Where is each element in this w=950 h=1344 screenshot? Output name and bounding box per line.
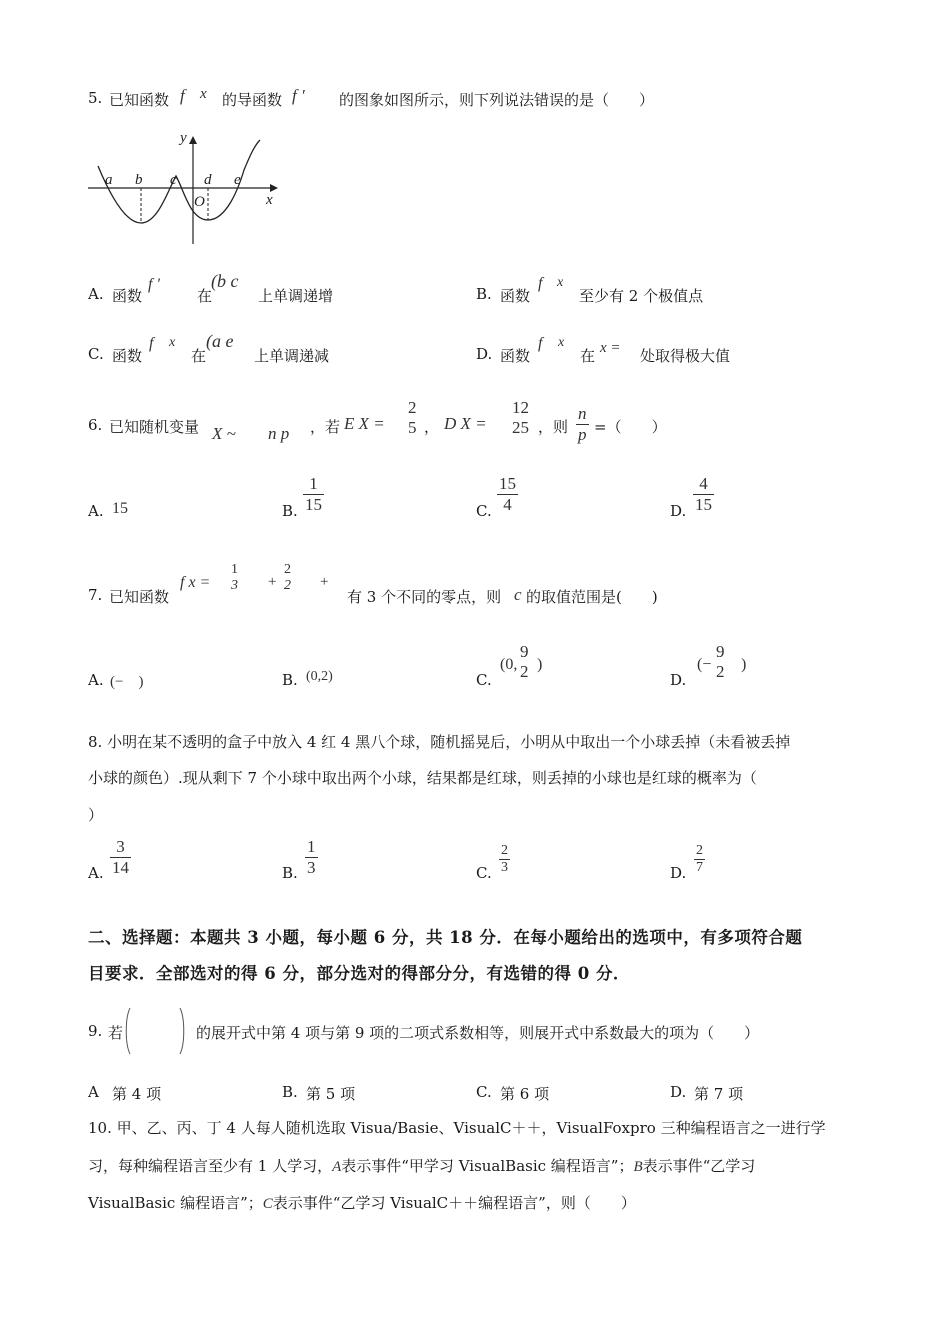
q7-option-a-letter: A. <box>88 671 104 689</box>
q6-option-c-num: 15 <box>499 474 516 493</box>
q6-params: n p <box>268 424 290 443</box>
q5-number: 5. <box>88 89 103 107</box>
q9-option-a-text: 第 4 项 <box>112 1085 162 1103</box>
q5-option-d-text3: 处取得极大值 <box>640 347 731 365</box>
q6-ratio-num: n <box>578 404 587 423</box>
q8-option-a-frac <box>110 837 131 878</box>
q8-line2: 小球的颜色）.现从剩下 7 个小球中取出两个小球，结果都是红球，则丢掉的小球也是红球的概率为（ <box>88 769 757 787</box>
q5-option-a-text1: 函数 <box>112 287 143 305</box>
q6-option-d-frac <box>693 474 714 515</box>
q7-frac2-num: 2 <box>284 562 291 577</box>
section2-line1: 二、选择题：本题共 3 小题，每小题 6 分，共 18 分．在每小题给出的选项中，有多项符合题 <box>88 928 803 947</box>
q5-option-a-text2: 在 <box>197 287 213 305</box>
q10-event-b: B <box>633 1159 643 1175</box>
q7-option-c-num: 9 <box>520 642 529 661</box>
q10-line2-pre: 习，每种编程语言至少有 1 人学习， <box>88 1157 333 1175</box>
q9-option-c-text: 第 6 项 <box>500 1085 550 1103</box>
q5-option-b-text1: 函数 <box>500 287 531 305</box>
q7-option-d-pre: (− <box>697 656 712 673</box>
q6-sep: ， <box>424 418 440 436</box>
label-e: e <box>234 172 241 188</box>
q6-option-b-num: 1 <box>309 474 318 493</box>
q5-option-c-f: f <box>149 335 154 352</box>
q7-option-c-pre: (0, <box>500 656 518 673</box>
section2-line2: 目要求．全部选对的得 6 分，部分选对的得部分分，有选错的得 0 分． <box>88 964 630 983</box>
label-d: d <box>204 172 212 188</box>
q5-option-b-text2: 至少有 2 个极值点 <box>579 287 704 305</box>
q7-stem-before: 已知函数 <box>109 588 170 606</box>
q8-line1: 8. 小明在某不透明的盒子中放入 4 红 4 黑八个球，随机摇晃后，小明从中取出一个小球丢掉（未看被丢掉 <box>88 733 791 751</box>
q6-option-c-letter: C. <box>476 502 492 520</box>
y-axis-arrow <box>189 136 197 144</box>
q7-frac1-den: 3 <box>231 578 238 593</box>
q8-option-c-num: 2 <box>501 843 508 858</box>
q7-option-c-letter: C. <box>476 671 492 689</box>
q5-option-b-letter: B. <box>476 285 492 303</box>
q10-line3-post: 表示事件“乙学习 VisualC＋＋编程语言”，则（ ） <box>272 1194 636 1212</box>
q7-frac1-num: 1 <box>231 562 238 577</box>
q8-option-a-den: 14 <box>112 858 129 877</box>
q6-stem-before: 已知随机变量 <box>109 418 200 436</box>
q6-ex: E X = <box>344 414 385 433</box>
q5-option-c-letter: C. <box>88 345 104 363</box>
q7-option-d-post: ) <box>741 656 747 673</box>
q8-option-d-den: 7 <box>696 860 703 875</box>
q5-option-b-x: x <box>557 275 564 290</box>
q6-option-c-frac <box>497 474 518 515</box>
q6-if: ，若 <box>310 418 341 436</box>
q5-option-d-x: x <box>558 335 565 350</box>
q8-option-b-frac <box>305 837 318 878</box>
q8-option-a-letter: A. <box>88 864 104 882</box>
q10-line3 <box>88 1192 636 1213</box>
q9-stem-before: 若 <box>108 1024 124 1042</box>
q6-option-b-frac <box>303 474 324 515</box>
q7-fx: f x = <box>180 574 211 591</box>
q6-ex-den: 5 <box>408 418 417 437</box>
q5-option-c-interval: (a e <box>206 331 234 351</box>
right-paren <box>180 1008 184 1054</box>
q8-option-a-num: 3 <box>116 837 125 856</box>
q5-option-c-text1: 函数 <box>112 347 143 365</box>
q7-option-b-text: (0,2) <box>306 669 333 684</box>
q5-option-a-fprime: f ′ <box>148 276 160 293</box>
q5-option-b-f: f <box>538 275 543 292</box>
q7-frac2-den: 2 <box>284 578 291 593</box>
q5-option-c-text3: 上单调递减 <box>254 347 330 365</box>
label-b: b <box>135 172 143 188</box>
q8-option-b-den: 3 <box>307 858 316 877</box>
q6-tail: =（ ） <box>594 418 667 436</box>
q9-option-d-letter: D. <box>670 1083 687 1101</box>
q6-ex-num: 2 <box>408 398 417 417</box>
q5-option-d-text2: 在 <box>580 347 596 365</box>
x-axis-arrow <box>270 184 278 192</box>
q6-number: 6. <box>88 416 103 434</box>
q8-option-b-num: 1 <box>307 837 316 856</box>
q5-option-d-letter: D. <box>476 345 493 363</box>
q9-stem-after: 的展开式中第 4 项与第 9 项的二项式系数相等，则展开式中系数最大的项为（ ） <box>196 1024 760 1042</box>
q5-stem-after: 的图象如图所示，则下列说法错误的是（ ） <box>339 91 655 109</box>
q6-ratio-frac <box>576 404 589 445</box>
q5-option-d-eq: x = <box>600 340 621 356</box>
q9-option-c-letter: C. <box>476 1083 492 1101</box>
q7-option-d-letter: D. <box>670 671 687 689</box>
q6-then: ，则 <box>538 418 569 436</box>
q9-option-d-text: 第 7 项 <box>694 1085 744 1103</box>
q7-c: c <box>514 585 522 604</box>
q5-option-d-f: f <box>538 335 543 352</box>
q8-option-d-num: 2 <box>696 843 703 858</box>
q7-option-c-frac <box>518 642 531 682</box>
q8-line3: ） <box>88 806 104 824</box>
q6-ratio-den: p <box>578 425 587 444</box>
label-a: a <box>105 172 113 188</box>
q7-option-d-num: 9 <box>716 642 725 661</box>
q6-option-d-letter: D. <box>670 502 687 520</box>
label-origin: O <box>194 194 205 210</box>
q8-option-c-den: 3 <box>501 860 508 875</box>
q7-plus1: + <box>268 574 277 590</box>
q9-binomial-parens <box>124 1006 188 1056</box>
q9-option-b-letter: B. <box>282 1083 298 1101</box>
q10-line2-post: 表示事件“乙学习 <box>642 1157 756 1175</box>
q7-frac1 <box>229 562 240 594</box>
q8-option-b-letter: B. <box>282 864 298 882</box>
q5-stem-before: 已知函数 <box>109 91 170 109</box>
q6-option-d-den: 15 <box>695 495 712 514</box>
q7-stem-after: 有 3 个不同的零点，则 <box>347 588 502 606</box>
q7-option-b-letter: B. <box>282 671 298 689</box>
q6-option-a-letter: A. <box>88 502 104 520</box>
q6-option-d-num: 4 <box>699 474 708 493</box>
q6-option-b-den: 15 <box>305 495 322 514</box>
q5-derivative-graph <box>86 128 291 248</box>
q10-line2 <box>88 1155 755 1176</box>
q7-stem-end: 的取值范围是( ) <box>526 588 658 606</box>
q10-line1: 10. 甲、乙、丙、丁 4 人每人随机选取 Visua/Basie、VisualC＋＋，VisualFoxpro 三种编程语言之一进行学 <box>88 1119 826 1137</box>
q5-option-a-interval: (b c <box>211 271 239 291</box>
q5-option-c-x: x <box>169 335 176 350</box>
q8-option-d-frac <box>694 843 705 876</box>
q10-event-c: C <box>262 1196 273 1212</box>
q6-dx-den: 25 <box>512 418 529 437</box>
q5-option-c-text2: 在 <box>191 347 207 365</box>
q7-option-d-frac <box>714 642 727 682</box>
left-paren <box>126 1008 130 1054</box>
q5-fprime-glyph: f ′ <box>292 86 305 105</box>
label-y: y <box>180 130 187 146</box>
q9-option-b-text: 第 5 项 <box>306 1085 356 1103</box>
q9-option-a-letter: A <box>88 1083 99 1101</box>
q7-option-d-den: 2 <box>716 662 725 681</box>
q10-event-a: A <box>332 1159 342 1175</box>
q10-line3-pre: VisualBasic 编程语言”； <box>88 1194 263 1212</box>
q5-option-d-text1: 函数 <box>500 347 531 365</box>
q9-number: 9. <box>88 1022 103 1040</box>
label-x: x <box>266 192 273 208</box>
q5-f-glyph: f <box>180 86 185 105</box>
q5-option-a-text3: 上单调递增 <box>258 287 334 305</box>
label-c: c <box>170 172 177 188</box>
q6-option-c-den: 4 <box>497 494 518 515</box>
q10-line2-mid: 表示事件“甲学习 VisualBasic 编程语言”； <box>341 1157 634 1175</box>
q7-option-a-text: (− ) <box>110 674 144 690</box>
q7-frac2 <box>282 562 293 594</box>
q8-option-c-frac <box>499 843 510 876</box>
q6-dx-num: 12 <box>512 398 529 417</box>
q6-ex-frac <box>406 398 419 438</box>
q6-option-b-letter: B. <box>282 502 298 520</box>
q7-option-c-post: ) <box>537 656 543 673</box>
q6-dx: D X = <box>444 414 487 433</box>
q7-plus2: + <box>320 574 329 590</box>
q6-rv: X ~ <box>212 424 236 443</box>
q6-dx-frac <box>510 398 531 438</box>
q5-stem-mid: 的导函数 <box>222 91 283 109</box>
q7-option-c-den: 2 <box>520 662 529 681</box>
q5-option-a-letter: A. <box>88 285 104 303</box>
q8-option-c-letter: C. <box>476 864 492 882</box>
q8-option-d-letter: D. <box>670 864 687 882</box>
q5-x-glyph: x <box>200 86 207 102</box>
q6-option-a-value: 15 <box>112 500 128 517</box>
q7-number: 7. <box>88 586 103 604</box>
